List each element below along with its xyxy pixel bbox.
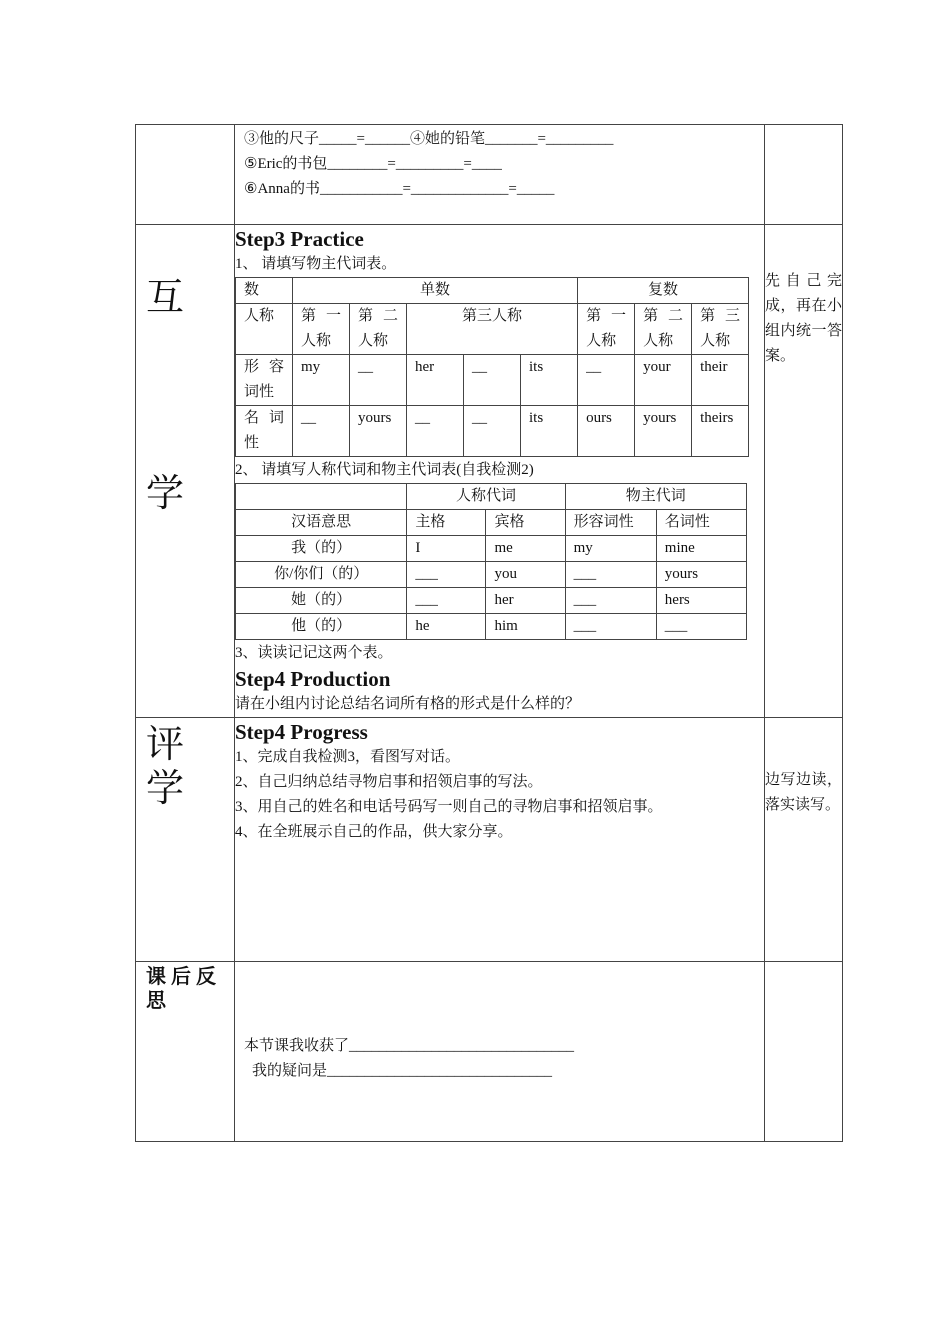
row-reflection (136, 962, 843, 1142)
cell-adjective: ___ (565, 614, 656, 640)
question-1: 1、 请填写物主代词表。 (235, 256, 397, 272)
cell-object: you (486, 562, 565, 588)
row-pingxue (136, 718, 843, 962)
cell-meaning: 你/你们（的） (236, 562, 407, 588)
cell-adj-8: their (692, 355, 749, 406)
reflection-side-cell (765, 962, 843, 1142)
cell-adj-7: your (635, 355, 692, 406)
huxue-label-top: 互 (146, 275, 185, 319)
reflection-label-cell (136, 962, 235, 1142)
header-subject: 主格 (407, 510, 486, 536)
cell-noun-6: ours (578, 406, 635, 457)
cell-subject: ___ (407, 588, 486, 614)
cell-meaning: 我（的） (236, 536, 407, 562)
header-adjective-form: 形容词性 (565, 510, 656, 536)
cell-subject: ___ (407, 562, 486, 588)
progress-item-3: 3、用自己的姓名和电话号码写一则自己的寻物启事和招领启事。 (235, 799, 663, 815)
ruler-pencil-line: ③他的尺子_____=______④她的铅笔_______=_________ (244, 131, 614, 147)
reflection-questions-line: 我的疑问是______________________________ (252, 1063, 553, 1079)
cell-meaning: 她（的） (236, 588, 407, 614)
question-2: 2、 请填写人称代词和物主代词表(自我检测2) (235, 462, 534, 478)
cell-noun-7: yours (635, 406, 692, 457)
cell-noun: yours (656, 562, 746, 588)
row-continuation (136, 125, 843, 225)
row-label-noun: 名词性 (236, 406, 293, 457)
cell-noun-4: __ (464, 406, 521, 457)
cell-noun-3: __ (407, 406, 464, 457)
cell-adj-4: __ (464, 355, 521, 406)
cell-noun-8: theirs (692, 406, 749, 457)
header-number: 数 (236, 278, 293, 304)
row-label-adjective: 形容词性 (236, 355, 293, 406)
table-row (236, 536, 747, 562)
cell-adj-1: my (293, 355, 350, 406)
header-person: 人称 (236, 304, 293, 355)
header-noun-form: 名词性 (656, 510, 746, 536)
table-row (236, 614, 747, 640)
header-possessive-pronoun: 物主代词 (565, 484, 746, 510)
huxue-side-note: 先自己完成，再在小组内统一答案。 (765, 225, 843, 718)
cell-noun-5: its (521, 406, 578, 457)
header-second-person-plural: 第二人称 (635, 304, 692, 355)
possessive-table (235, 277, 749, 457)
cell-subject: I (407, 536, 486, 562)
cell-adj-3: her (407, 355, 464, 406)
huxue-label-cell (136, 225, 235, 718)
step3-title: Step3 Practice (235, 227, 364, 251)
cell-object: her (486, 588, 565, 614)
cell-adj-5: its (521, 355, 578, 406)
huxue-content (235, 225, 765, 718)
cell-subject: he (407, 614, 486, 640)
row1-label-cell (136, 125, 235, 225)
pingxue-content (235, 718, 765, 962)
reflection-content (235, 962, 765, 1142)
row-huxue (136, 225, 843, 718)
cell-adjective: ___ (565, 562, 656, 588)
cell-object: him (486, 614, 565, 640)
pingxue-label-bottom: 学 (146, 766, 185, 810)
header-second-person: 第二人称 (350, 304, 407, 355)
question-3: 3、读读记记这两个表。 (235, 645, 393, 661)
header-singular: 单数 (293, 278, 578, 304)
cell-object: me (486, 536, 565, 562)
step4-progress-title: Step4 Progress (235, 720, 368, 744)
header-third-person-plural: 第三人称 (692, 304, 749, 355)
cell-adj-2: __ (350, 355, 407, 406)
table-row (236, 562, 747, 588)
progress-item-4: 4、在全班展示自己的作品，供大家分享。 (235, 824, 513, 840)
cell-meaning: 他（的） (236, 614, 407, 640)
header-first-person-plural: 第一人称 (578, 304, 635, 355)
progress-item-2: 2、自己归纳总结寻物启事和招领启事的写法。 (235, 774, 543, 790)
cell-noun-1: __ (293, 406, 350, 457)
cell-adj-6: __ (578, 355, 635, 406)
header-plural: 复数 (578, 278, 749, 304)
progress-item-1: 1、完成自我检测3，看图写对话。 (235, 749, 461, 765)
cell-noun: mine (656, 536, 746, 562)
pingxue-label-cell (136, 718, 235, 962)
eric-bag-line: ⑤Eric的书包________=_________=____ (244, 156, 502, 172)
cell-noun: ___ (656, 614, 746, 640)
cell-adjective: ___ (565, 588, 656, 614)
reflection-label: 课后反思 (146, 964, 221, 1012)
huxue-label-bottom: 学 (146, 471, 185, 515)
pingxue-side-note: 边写边读，落实读写。 (765, 718, 843, 962)
cell-noun-2: yours (350, 406, 407, 457)
header-meaning: 汉语意思 (236, 510, 407, 536)
cell-noun: hers (656, 588, 746, 614)
table-row (236, 588, 747, 614)
row1-side-cell (765, 125, 843, 225)
header-personal-pronoun: 人称代词 (407, 484, 565, 510)
reflection-gains-line: 本节课我收获了______________________________ (244, 1038, 575, 1054)
cell-adjective: my (565, 536, 656, 562)
pronoun-table-corner (236, 484, 407, 510)
header-object: 宾格 (486, 510, 565, 536)
pronoun-table (235, 483, 747, 640)
header-third-person: 第三人称 (407, 304, 578, 355)
header-first-person: 第一人称 (293, 304, 350, 355)
row1-content (235, 125, 765, 225)
lesson-plan-table (135, 124, 843, 1142)
step4-production-text: 请在小组内讨论总结名词所有格的形式是什么样的？ (235, 696, 581, 712)
pingxue-label-top: 评 (146, 722, 185, 766)
step4-production-title: Step4 Production (235, 667, 391, 691)
anna-book-line: ⑥Anna的书___________=_____________=_____ (244, 181, 555, 197)
